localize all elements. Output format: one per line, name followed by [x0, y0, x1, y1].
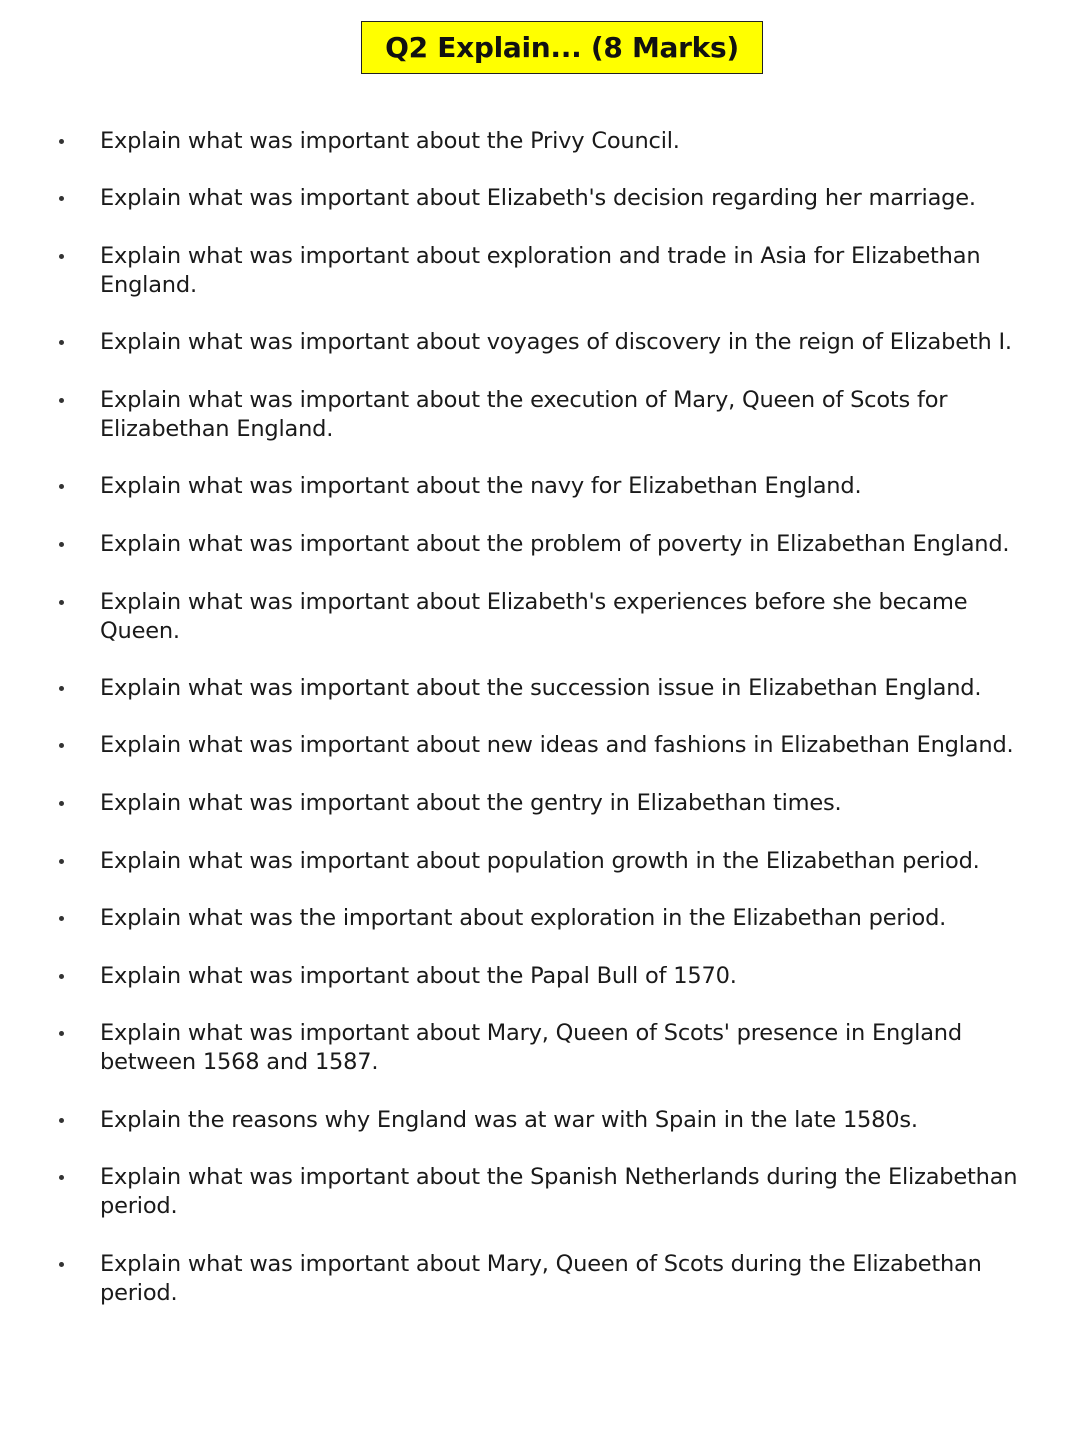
question-text: Explain what was important about Elizabeth's experiences before she became Queen.: [100, 589, 968, 644]
question-text: Explain what was important about new ideas and fashions in Elizabethan England.: [100, 732, 1014, 758]
question-text: Explain what was important about Mary, Queen of Scots during the Elizabethan period.: [100, 1251, 982, 1306]
question-text: Explain what was important about Elizabeth's decision regarding her marriage.: [100, 185, 976, 211]
question-text: Explain what was important about the succession issue in Elizabethan England.: [100, 675, 982, 701]
bullet-icon: [59, 254, 64, 259]
bullet-icon: [59, 542, 64, 547]
bullet-icon: [59, 1175, 64, 1180]
bullet-icon: [59, 801, 64, 806]
question-text: Explain what was important about exploration and trade in Asia for Elizabethan England.: [100, 243, 981, 298]
question-text: Explain what was important about the Privy Council.: [100, 128, 680, 154]
bullet-icon: [59, 600, 64, 605]
bullet-icon: [59, 398, 64, 403]
question-text: Explain what was important about Mary, Queen of Scots' presence in England between 1568 and 1587.: [100, 1020, 962, 1075]
bullet-icon: [59, 484, 64, 489]
question-text: Explain what was important about the problem of poverty in Elizabethan England.: [100, 531, 1010, 557]
question-text: Explain what was important about the navy for Elizabethan England.: [100, 473, 862, 499]
question-text: Explain what was important about voyages of discovery in the reign of Elizabeth I.: [100, 329, 1012, 355]
question-text: Explain what was important about population growth in the Elizabethan period.: [100, 848, 980, 874]
bullet-icon: [59, 139, 64, 144]
bullet-icon: [59, 974, 64, 979]
question-text: Explain what was the important about exploration in the Elizabethan period.: [100, 905, 947, 931]
question-text: Explain the reasons why England was at war with Spain in the late 1580s.: [100, 1107, 918, 1133]
bullet-icon: [59, 196, 64, 201]
bullet-icon: [59, 340, 64, 345]
bullet-icon: [59, 743, 64, 748]
question-text: Explain what was important about the Papal Bull of 1570.: [100, 963, 737, 989]
bullet-icon: [59, 1262, 64, 1267]
question-text: Explain what was important about the gentry in Elizabethan times.: [100, 790, 842, 816]
bullet-icon: [59, 686, 64, 691]
bullet-icon: [59, 1031, 64, 1036]
bullet-icon: [59, 859, 64, 864]
bullet-icon: [59, 1118, 64, 1123]
question-text: Explain what was important about the Spanish Netherlands during the Elizabethan period.: [100, 1164, 1018, 1219]
page-title: Q2 Explain... (8 Marks): [361, 21, 763, 74]
question-text: Explain what was important about the execution of Mary, Queen of Scots for Elizabethan England.: [100, 387, 948, 442]
bullet-icon: [59, 916, 64, 921]
